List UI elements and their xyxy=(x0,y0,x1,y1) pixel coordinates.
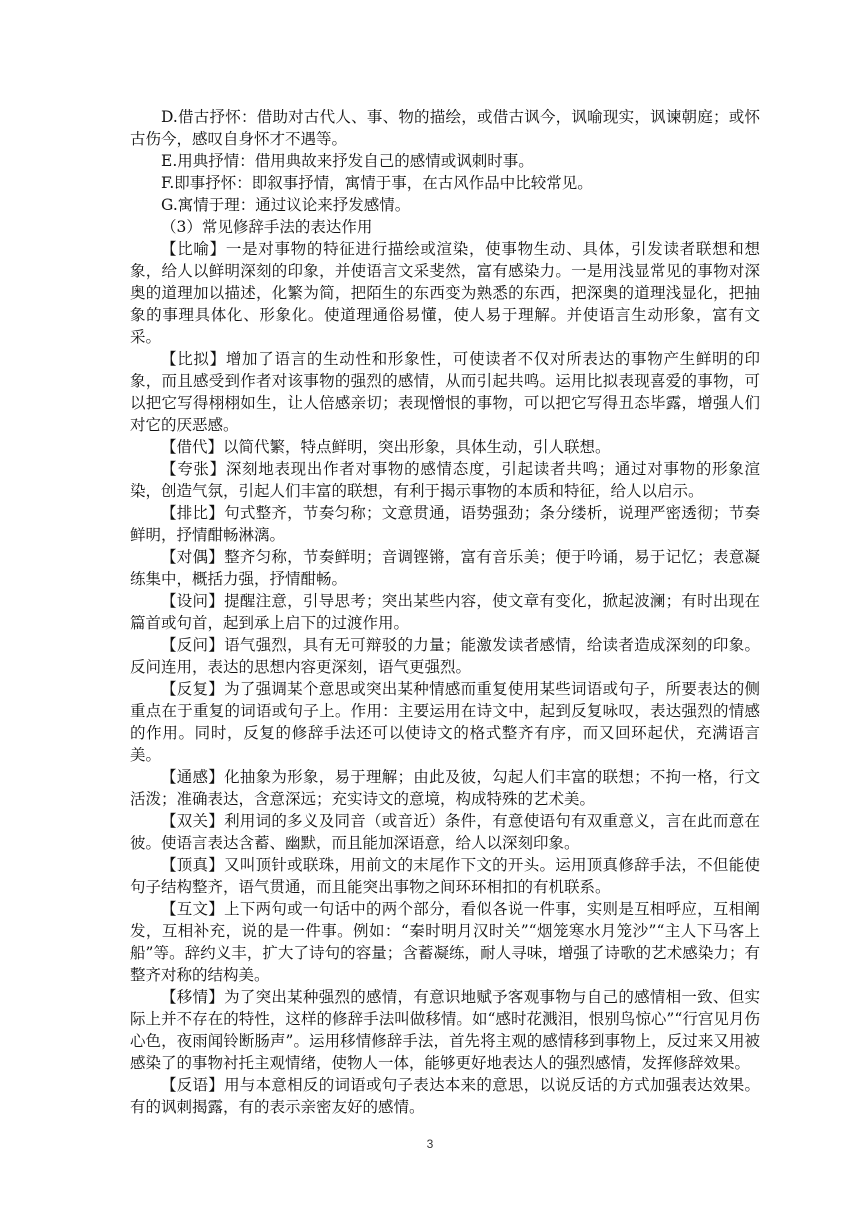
paragraph xyxy=(130,216,760,238)
document-body xyxy=(130,106,760,1118)
paragraph-text: 语气强烈，具有无可辩驳的力量；能激发读者感情，给读者造成深刻的印象。反问连用，表达的思想内容更深刻，语气更强烈。 xyxy=(130,636,760,676)
rhetoric-term: 【通感】 xyxy=(161,768,225,786)
rhetoric-term: 【互文】 xyxy=(161,900,225,918)
rhetoric-term: 【移情】 xyxy=(161,988,225,1006)
paragraph xyxy=(130,634,760,678)
paragraph-text: 又叫顶针或联珠，用前文的末尾作下文的开头。运用顶真修辞手法，不但能使句子结构整齐，语气贯通，而且能突出事物之间环环相扣的有机联系。 xyxy=(130,856,760,896)
paragraph-text: 用与本意相反的词语或句子表达本来的意思，以说反话的方式加强表达效果。有的讽刺揭露，有的表示亲密友好的感情。 xyxy=(130,1076,760,1116)
paragraph-text: 整齐匀称，节奏鲜明；音调铿锵，富有音乐美；便于吟诵，易于记忆；表意凝练集中，概括力强，抒情酣畅。 xyxy=(130,548,760,588)
rhetoric-term: 【反问】 xyxy=(161,636,225,654)
paragraph xyxy=(130,238,760,348)
rhetoric-term: 【对偶】 xyxy=(161,548,225,566)
rhetoric-term: 【设问】 xyxy=(161,592,225,610)
rhetoric-term: 【比拟】 xyxy=(161,350,226,368)
paragraph xyxy=(130,150,760,172)
paragraph xyxy=(130,502,760,546)
rhetoric-term: 【双关】 xyxy=(161,812,225,830)
paragraph xyxy=(130,546,760,590)
page-number: 3 xyxy=(426,1137,434,1151)
paragraph xyxy=(130,194,760,216)
paragraph xyxy=(130,348,760,436)
paragraph xyxy=(130,436,760,458)
paragraph xyxy=(130,766,760,810)
rhetoric-term: 【顶真】 xyxy=(161,856,225,874)
paragraph-text: G.寓情于理：通过议论来抒发感情。 xyxy=(161,196,411,214)
paragraph xyxy=(130,458,760,502)
paragraph-text: F.即事抒怀：即叙事抒情，寓情于事，在古风作品中比较常见。 xyxy=(161,174,593,192)
paragraph xyxy=(130,172,760,194)
paragraph-text: 一是对事物的特征进行描绘或渲染，使事物生动、具体，引发读者联想和想象，给人以鲜明深刻的印象，并使语言文采斐然，富有感染力。一是用浅显常见的事物对深奥的道理加以描述，化繁为简，把陌生的东西变为熟悉的东西，把深奥的道理浅显化，把抽象的事理具体化、形象化。使道理通俗易懂，使人易于理解。并使语言生动形象，富有文采。 xyxy=(130,240,760,346)
paragraph xyxy=(130,854,760,898)
paragraph-text: 以简代繁，特点鲜明，突出形象，具体生动，引人联想。 xyxy=(223,438,611,456)
paragraph xyxy=(130,678,760,766)
rhetoric-term: 【排比】 xyxy=(161,504,225,522)
paragraph-text: 句式整齐，节奏匀称；文意贯通，语势强劲；条分缕析，说理严密透彻；节奏鲜明，抒情酣畅淋漓。 xyxy=(130,504,760,544)
rhetoric-term: 【借代】 xyxy=(161,438,224,456)
paragraph-text: E.用典抒情：借用典故来抒发自己的感情或讽刺时事。 xyxy=(161,152,534,170)
paragraph-text: 上下两句或一句话中的两个部分，看似各说一件事，实则是互相呼应，互相阐发，互相补充，说的是一件事。例如：“秦时明月汉时关”“烟笼寒水月笼沙”“主人下马客上船”等。辞约义丰，扩大了诗句的容量；含蓄凝练，耐人寻味，增强了诗歌的艺术感染力；有整齐对称的结构美。 xyxy=(130,900,760,984)
rhetoric-term: 【反复】 xyxy=(161,680,225,698)
paragraph xyxy=(130,1074,760,1118)
paragraph-text: 为了强调某个意思或突出某种情感而重复使用某些词语或句子，所要表达的侧重点在于重复的词语或句子上。作用：主要运用在诗文中，起到反复咏叹，表达强烈的情感的作用。同时，反复的修辞手法还可以使诗文的格式整齐有序，而又回环起伏，充满语言美。 xyxy=(130,680,760,764)
paragraph-text: D.借古抒怀：借助对古代人、事、物的描绘，或借古讽今，讽喻现实，讽谏朝庭；或怀古伤今，感叹自身怀才不遇等。 xyxy=(130,108,760,148)
paragraph-text: 增加了语言的生动性和形象性，可使读者不仅对所表达的事物产生鲜明的印象，而且感受到作者对该事物的强烈的感情，从而引起共鸣。运用比拟表现喜爱的事物，可以把它写得栩栩如生，让人倍感亲切；表现憎恨的事物，可以把它写得丑态毕露，增强人们对它的厌恶感。 xyxy=(130,350,760,434)
paragraph-text: 深刻地表现出作者对事物的感情态度，引起读者共鸣；通过对事物的形象渲染，创造气氛，引起人们丰富的联想，有利于揭示事物的本质和特征，给人以启示。 xyxy=(130,460,760,500)
paragraph xyxy=(130,810,760,854)
paragraph-text: 为了突出某种强烈的感情，有意识地赋予客观事物与自己的感情相一致、但实际上并不存在的特性，这样的修辞手法叫做移情。如“感时花溅泪，恨别鸟惊心”“行宫见月伤心色，夜雨闻铃断肠声”。运用移情修辞手法，首先将主观的感情移到事物上，反过来又用被感染了的事物衬托主观情绪，使物人一体，能够更好地表达人的强烈感情，发挥修辞效果。 xyxy=(130,988,760,1072)
rhetoric-term: 【比喻】 xyxy=(161,240,226,258)
rhetoric-term: 【反语】 xyxy=(161,1076,225,1094)
paragraph xyxy=(130,106,760,150)
rhetoric-term: 【夸张】 xyxy=(161,460,226,478)
paragraph xyxy=(130,590,760,634)
paragraph-text: （3）常见修辞手法的表达作用 xyxy=(161,218,373,236)
paragraph xyxy=(130,986,760,1074)
paragraph-text: 利用词的多义及同音（或音近）条件，有意使语句有双重意义，言在此而意在彼。使语言表达含蓄、幽默，而且能加深语意，给人以深刻印象。 xyxy=(130,812,760,852)
paragraph-text: 化抽象为形象，易于理解；由此及彼，勾起人们丰富的联想；不拘一格，行文活泼；准确表达，含意深远；充实诗文的意境，构成特殊的艺术美。 xyxy=(130,768,760,808)
paragraph-text: 提醒注意，引导思考；突出某些内容，使文章有变化，掀起波澜；有时出现在篇首或句首，起到承上启下的过渡作用。 xyxy=(130,592,760,632)
paragraph xyxy=(130,898,760,986)
